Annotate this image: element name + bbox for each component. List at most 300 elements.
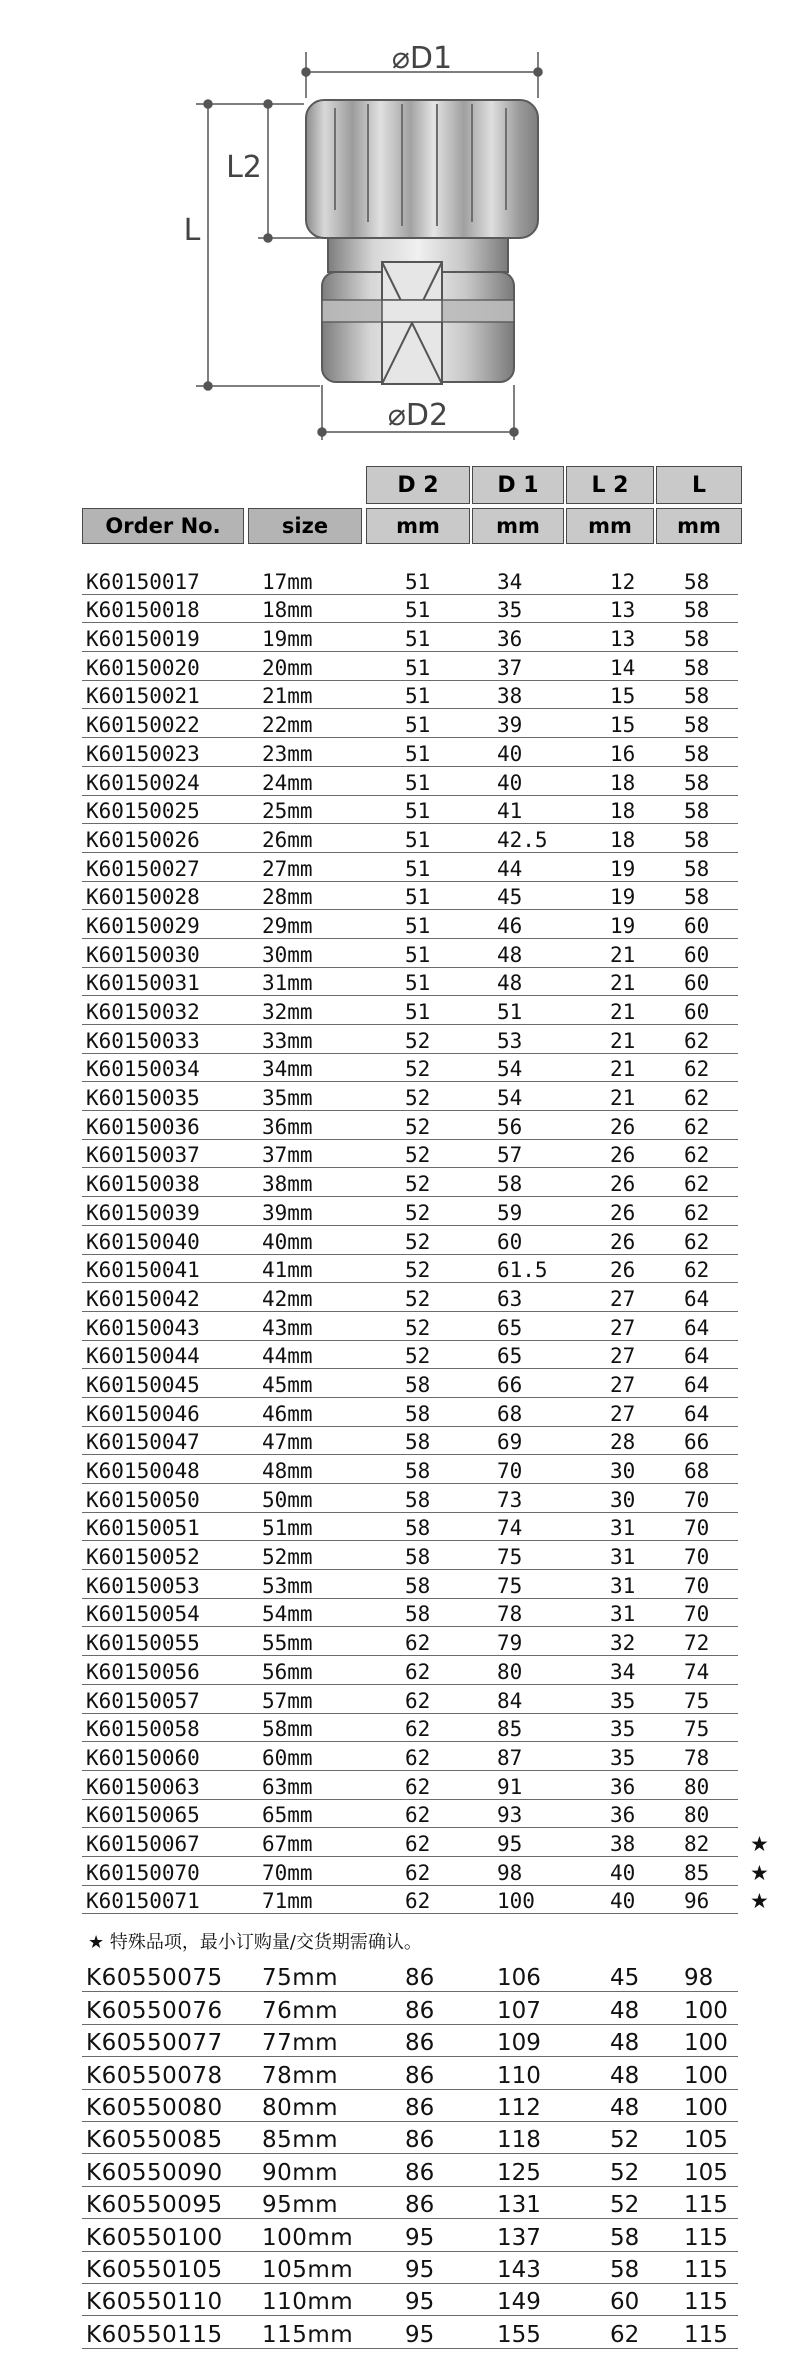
size-cell: 77mm: [262, 2030, 339, 2057]
order-number-cell: K60150021: [86, 684, 200, 709]
d1-cell: 75: [497, 1545, 523, 1570]
table-row: [0, 882, 790, 911]
l2-cell: 21: [610, 1028, 636, 1053]
table-row: [0, 1025, 790, 1054]
special-item-note: ★ 特殊品项，最小订购量/交货期需确认。: [88, 1932, 422, 1953]
l-cell: 58: [684, 856, 710, 881]
order-number-cell: K60150024: [86, 770, 200, 795]
d1-cell: 98: [497, 1860, 523, 1885]
size-cell: 100mm: [262, 2224, 354, 2251]
l-cell: 60: [684, 942, 710, 967]
order-number-cell: K60550105: [86, 2256, 223, 2283]
d1-cell: 100: [497, 1889, 535, 1914]
table-row: [0, 1082, 790, 1111]
header-d1-unit: mm: [472, 508, 564, 544]
d1-cell: 42.5: [497, 827, 548, 852]
l-cell: 70: [684, 1516, 710, 1541]
size-cell: 105mm: [262, 2256, 354, 2283]
l-cell: 66: [684, 1430, 710, 1455]
order-number-cell: K60150033: [86, 1028, 200, 1053]
table-row: [0, 767, 790, 796]
size-cell: 25mm: [262, 799, 313, 824]
size-cell: 56mm: [262, 1659, 313, 1684]
d2-cell: 62: [405, 1803, 431, 1828]
d2-cell: 52: [405, 1258, 431, 1283]
d1-cell: 48: [497, 942, 523, 967]
d1-cell: 58: [497, 1172, 523, 1197]
table-row: [0, 1960, 790, 1992]
table-row: [0, 1369, 790, 1398]
l-cell: 85: [684, 1860, 710, 1885]
d2-cell: 62: [405, 1717, 431, 1742]
d1-cell: 143: [497, 2256, 541, 2283]
d1-cell: 79: [497, 1631, 523, 1656]
table-row: [0, 1570, 790, 1599]
order-number-cell: K60150060: [86, 1745, 200, 1770]
size-cell: 80mm: [262, 2094, 339, 2121]
d2-cell: 51: [405, 913, 431, 938]
l2-cell: 27: [610, 1401, 636, 1426]
table-row: [0, 1627, 790, 1656]
order-number-cell: K60550080: [86, 2094, 223, 2121]
size-cell: 40mm: [262, 1229, 313, 1254]
size-cell: 53mm: [262, 1573, 313, 1598]
size-cell: 67mm: [262, 1831, 313, 1856]
size-cell: 39mm: [262, 1200, 313, 1225]
table-row: [0, 796, 790, 825]
l-cell: 58: [684, 569, 710, 594]
l2-cell: 18: [610, 770, 636, 795]
d2-cell: 52: [405, 1143, 431, 1168]
d1-cell: 60: [497, 1229, 523, 1254]
d2-cell: 86: [405, 2127, 435, 2154]
size-cell: 50mm: [262, 1487, 313, 1512]
l2-cell: 26: [610, 1172, 636, 1197]
order-number-cell: K60150047: [86, 1430, 200, 1455]
table-row: [0, 1599, 790, 1628]
table-row: [0, 2025, 790, 2057]
l2-cell: 48: [610, 2030, 640, 2057]
d2-cell: 58: [405, 1573, 431, 1598]
header-l2-unit: mm: [566, 508, 654, 544]
l2-cell: 58: [610, 2224, 640, 2251]
l-cell: 58: [684, 827, 710, 852]
spec-table-standard: [0, 566, 790, 1914]
order-number-cell: K60150052: [86, 1545, 200, 1570]
size-cell: 43mm: [262, 1315, 313, 1340]
table-row: [0, 1541, 790, 1570]
d2-cell: 62: [405, 1774, 431, 1799]
l-cell: 115: [684, 2256, 728, 2283]
order-number-cell: K60150065: [86, 1803, 200, 1828]
table-row: [0, 2154, 790, 2186]
l2-cell: 19: [610, 856, 636, 881]
l-cell: 72: [684, 1631, 710, 1656]
d1-cell: 48: [497, 971, 523, 996]
table-row: [0, 1513, 790, 1542]
l-cell: 62: [684, 1258, 710, 1283]
d2-cell: 62: [405, 1631, 431, 1656]
order-number-cell: K60550085: [86, 2127, 223, 2154]
d2-cell: 86: [405, 2159, 435, 2186]
order-number-cell: K60550100: [86, 2224, 223, 2251]
l-cell: 96: [684, 1889, 710, 1914]
order-number-cell: K60150058: [86, 1717, 200, 1742]
d1-cell: 107: [497, 1997, 541, 2024]
l2-cell: 15: [610, 684, 636, 709]
d1-cell: 61.5: [497, 1258, 548, 1283]
size-cell: 78mm: [262, 2062, 339, 2089]
d2-cell: 51: [405, 627, 431, 652]
l2-cell: 31: [610, 1516, 636, 1541]
table-row: [0, 738, 790, 767]
l2-cell: 19: [610, 885, 636, 910]
l2-cell: 38: [610, 1831, 636, 1856]
size-cell: 35mm: [262, 1086, 313, 1111]
d2-cell: 58: [405, 1487, 431, 1512]
l2-cell: 35: [610, 1717, 636, 1742]
l-cell: 98: [684, 1965, 714, 1992]
d1-cell: 110: [497, 2062, 541, 2089]
d1-cell: 125: [497, 2159, 541, 2186]
l-cell: 58: [684, 799, 710, 824]
l-cell: 58: [684, 655, 710, 680]
d2-cell: 51: [405, 799, 431, 824]
l-label: L: [183, 213, 201, 248]
d1-cell: 40: [497, 770, 523, 795]
table-row: [0, 1111, 790, 1140]
l2-cell: 21: [610, 971, 636, 996]
d1-cell: 37: [497, 655, 523, 680]
special-item-star-icon: ★: [750, 1831, 769, 1856]
d2-cell: 52: [405, 1172, 431, 1197]
table-row: [0, 1742, 790, 1771]
table-row: [0, 1168, 790, 1197]
d2-cell: 51: [405, 741, 431, 766]
l2-cell: 26: [610, 1200, 636, 1225]
table-row: [0, 1398, 790, 1427]
l2-cell: 32: [610, 1631, 636, 1656]
size-cell: 60mm: [262, 1745, 313, 1770]
table-row: [0, 1484, 790, 1513]
d2-cell: 62: [405, 1659, 431, 1684]
order-number-cell: K60550095: [86, 2192, 223, 2219]
l2-cell: 26: [610, 1143, 636, 1168]
order-number-cell: K60150026: [86, 827, 200, 852]
d2-cell: 58: [405, 1430, 431, 1455]
d2-cell: 86: [405, 2030, 435, 2057]
d2-cell: 95: [405, 2256, 435, 2283]
l-cell: 62: [684, 1229, 710, 1254]
l-cell: 75: [684, 1688, 710, 1713]
l2-cell: 21: [610, 942, 636, 967]
l2-cell: 58: [610, 2256, 640, 2283]
d2-cell: 52: [405, 1028, 431, 1053]
l2-cell: 14: [610, 655, 636, 680]
d1-cell: 59: [497, 1200, 523, 1225]
d2-cell: 52: [405, 1086, 431, 1111]
d1-cell: 70: [497, 1459, 523, 1483]
l2-label: L2: [226, 150, 262, 185]
size-cell: 22mm: [262, 713, 313, 738]
l-cell: 105: [684, 2159, 728, 2186]
d1-cell: 57: [497, 1143, 523, 1168]
l2-cell: 27: [610, 1372, 636, 1397]
d2-cell: 52: [405, 1057, 431, 1082]
d2-cell: 86: [405, 2062, 435, 2089]
special-item-star-icon: ★: [750, 1860, 769, 1885]
table-row: [0, 681, 790, 710]
l-cell: 78: [684, 1745, 710, 1770]
d1-cell: 69: [497, 1430, 523, 1455]
d2-cell: 51: [405, 885, 431, 910]
l2-cell: 18: [610, 827, 636, 852]
l2-cell: 62: [610, 2321, 640, 2348]
d1-cell: 46: [497, 913, 523, 938]
d1-cell: 35: [497, 598, 523, 623]
order-number-cell: K60550115: [86, 2321, 223, 2348]
l2-cell: 28: [610, 1430, 636, 1455]
size-cell: 30mm: [262, 942, 313, 967]
order-number-cell: K60150057: [86, 1688, 200, 1713]
l-cell: 64: [684, 1315, 710, 1340]
d1-cell: 74: [497, 1516, 523, 1541]
l-cell: 60: [684, 1000, 710, 1024]
order-number-cell: K60150053: [86, 1573, 200, 1598]
d1-cell: 84: [497, 1688, 523, 1713]
size-cell: 44mm: [262, 1344, 313, 1369]
order-number-cell: K60150037: [86, 1143, 200, 1168]
size-cell: 51mm: [262, 1516, 313, 1541]
l2-cell: 40: [610, 1860, 636, 1885]
l2-cell: 26: [610, 1114, 636, 1139]
table-row: [0, 709, 790, 738]
size-cell: 17mm: [262, 569, 313, 594]
order-number-cell: K60150051: [86, 1516, 200, 1541]
table-row: [0, 1656, 790, 1685]
size-cell: 23mm: [262, 741, 313, 766]
l-cell: 70: [684, 1602, 710, 1627]
l-cell: 100: [684, 2030, 728, 2057]
l-cell: 100: [684, 1997, 728, 2024]
table-row: [0, 1800, 790, 1829]
l-cell: 115: [684, 2224, 728, 2251]
d2-cell: 52: [405, 1114, 431, 1139]
d1-cell: 118: [497, 2127, 541, 2154]
l2-cell: 30: [610, 1459, 636, 1483]
table-row: [0, 2090, 790, 2122]
table-row: [0, 2284, 790, 2316]
d2-cell: 51: [405, 770, 431, 795]
l-cell: 115: [684, 2192, 728, 2219]
l2-cell: 21: [610, 1086, 636, 1111]
size-cell: 71mm: [262, 1889, 313, 1914]
table-row: [0, 1140, 790, 1169]
table-row: [0, 996, 790, 1025]
order-number-cell: K60150035: [86, 1086, 200, 1111]
order-number-cell: K60150054: [86, 1602, 200, 1627]
size-cell: 42mm: [262, 1286, 313, 1311]
table-row: [0, 1771, 790, 1800]
size-cell: 24mm: [262, 770, 313, 795]
d2-cell: 51: [405, 655, 431, 680]
l-cell: 74: [684, 1659, 710, 1684]
table-row: [0, 566, 790, 595]
order-number-cell: K60150028: [86, 885, 200, 910]
table-row: [0, 939, 790, 968]
order-number-cell: K60150067: [86, 1831, 200, 1856]
l-cell: 70: [684, 1573, 710, 1598]
l-cell: 62: [684, 1200, 710, 1225]
table-row: [0, 652, 790, 681]
l2-cell: 21: [610, 1000, 636, 1024]
d1-cell: 131: [497, 2192, 541, 2219]
d2-label: ⌀D2: [387, 398, 449, 433]
size-cell: 27mm: [262, 856, 313, 881]
size-cell: 95mm: [262, 2192, 339, 2219]
l2-cell: 35: [610, 1688, 636, 1713]
table-row: [0, 595, 790, 624]
d1-cell: 75: [497, 1573, 523, 1598]
d1-cell: 95: [497, 1831, 523, 1856]
d1-cell: 112: [497, 2094, 541, 2121]
d2-cell: 95: [405, 2289, 435, 2316]
l-cell: 82: [684, 1831, 710, 1856]
l2-cell: 48: [610, 2094, 640, 2121]
table-row: [0, 1283, 790, 1312]
size-cell: 70mm: [262, 1860, 313, 1885]
size-cell: 85mm: [262, 2127, 339, 2154]
d1-cell: 44: [497, 856, 523, 881]
order-number-cell: K60150036: [86, 1114, 200, 1139]
table-row: [0, 1455, 790, 1484]
header-size: size: [248, 508, 362, 544]
size-cell: 41mm: [262, 1258, 313, 1283]
l2-cell: 45: [610, 1965, 640, 1992]
l-cell: 58: [684, 684, 710, 709]
l2-cell: 27: [610, 1315, 636, 1340]
d2-cell: 86: [405, 2192, 435, 2219]
l-cell: 64: [684, 1401, 710, 1426]
l2-cell: 40: [610, 1889, 636, 1914]
order-number-cell: K60150040: [86, 1229, 200, 1254]
order-number-cell: K60150056: [86, 1659, 200, 1684]
header-order-no: Order No.: [82, 508, 244, 544]
order-number-cell: K60150038: [86, 1172, 200, 1197]
table-row: [0, 968, 790, 997]
l2-cell: 21: [610, 1057, 636, 1082]
l-cell: 70: [684, 1487, 710, 1512]
d1-cell: 66: [497, 1372, 523, 1397]
order-number-cell: K60150018: [86, 598, 200, 623]
size-cell: 46mm: [262, 1401, 313, 1426]
header-d2-unit: mm: [366, 508, 470, 544]
order-number-cell: K60150027: [86, 856, 200, 881]
order-number-cell: K60150063: [86, 1774, 200, 1799]
size-cell: 63mm: [262, 1774, 313, 1799]
d2-cell: 95: [405, 2321, 435, 2348]
size-cell: 33mm: [262, 1028, 313, 1053]
table-row: [0, 2219, 790, 2251]
l-cell: 58: [684, 770, 710, 795]
d1-cell: 54: [497, 1086, 523, 1111]
l2-cell: 52: [610, 2192, 640, 2219]
l2-cell: 31: [610, 1602, 636, 1627]
d1-cell: 149: [497, 2289, 541, 2316]
d1-cell: 51: [497, 1000, 523, 1024]
order-number-cell: K60150017: [86, 569, 200, 594]
d2-cell: 52: [405, 1344, 431, 1369]
l2-cell: 13: [610, 627, 636, 652]
d2-cell: 58: [405, 1516, 431, 1541]
order-number-cell: K60150029: [86, 913, 200, 938]
size-cell: 45mm: [262, 1372, 313, 1397]
d2-cell: 86: [405, 2094, 435, 2121]
d1-cell: 34: [497, 569, 523, 594]
table-row: [0, 1886, 790, 1915]
table-row: [0, 2187, 790, 2219]
d2-cell: 62: [405, 1831, 431, 1856]
table-row: [0, 910, 790, 939]
d1-cell: 53: [497, 1028, 523, 1053]
l2-cell: 36: [610, 1803, 636, 1828]
order-number-cell: K60150039: [86, 1200, 200, 1225]
order-number-cell: K60150023: [86, 741, 200, 766]
d1-cell: 91: [497, 1774, 523, 1799]
size-cell: 38mm: [262, 1172, 313, 1197]
d2-cell: 58: [405, 1459, 431, 1483]
d1-cell: 93: [497, 1803, 523, 1828]
order-number-cell: K60150055: [86, 1631, 200, 1656]
order-number-cell: K60150050: [86, 1487, 200, 1512]
socket-illustration: [306, 100, 538, 384]
l-cell: 100: [684, 2094, 728, 2121]
size-cell: 32mm: [262, 1000, 313, 1024]
d1-cell: 73: [497, 1487, 523, 1512]
d1-cell: 56: [497, 1114, 523, 1139]
d2-cell: 52: [405, 1315, 431, 1340]
l-cell: 75: [684, 1717, 710, 1742]
table-row: [0, 2316, 790, 2348]
d2-cell: 51: [405, 569, 431, 594]
l-cell: 58: [684, 713, 710, 738]
d1-cell: 155: [497, 2321, 541, 2348]
l2-cell: 12: [610, 569, 636, 594]
d1-cell: 39: [497, 713, 523, 738]
socket-dimension-drawing: [0, 0, 790, 455]
header-d2: D 2: [366, 466, 470, 504]
d2-cell: 51: [405, 1000, 431, 1024]
l-cell: 58: [684, 598, 710, 623]
d1-cell: 137: [497, 2224, 541, 2251]
header-l-unit: mm: [656, 508, 742, 544]
size-cell: 110mm: [262, 2289, 354, 2316]
size-cell: 90mm: [262, 2159, 339, 2186]
d2-cell: 51: [405, 598, 431, 623]
l2-cell: 35: [610, 1745, 636, 1770]
l-cell: 62: [684, 1114, 710, 1139]
d1-cell: 36: [497, 627, 523, 652]
table-row: [0, 1992, 790, 2024]
d1-cell: 85: [497, 1717, 523, 1742]
l-cell: 115: [684, 2289, 728, 2316]
order-number-cell: K60150044: [86, 1344, 200, 1369]
order-number-cell: K60150070: [86, 1860, 200, 1885]
l2-cell: 48: [610, 1997, 640, 2024]
d1-cell: 87: [497, 1745, 523, 1770]
l-cell: 62: [684, 1172, 710, 1197]
d2-cell: 62: [405, 1745, 431, 1770]
